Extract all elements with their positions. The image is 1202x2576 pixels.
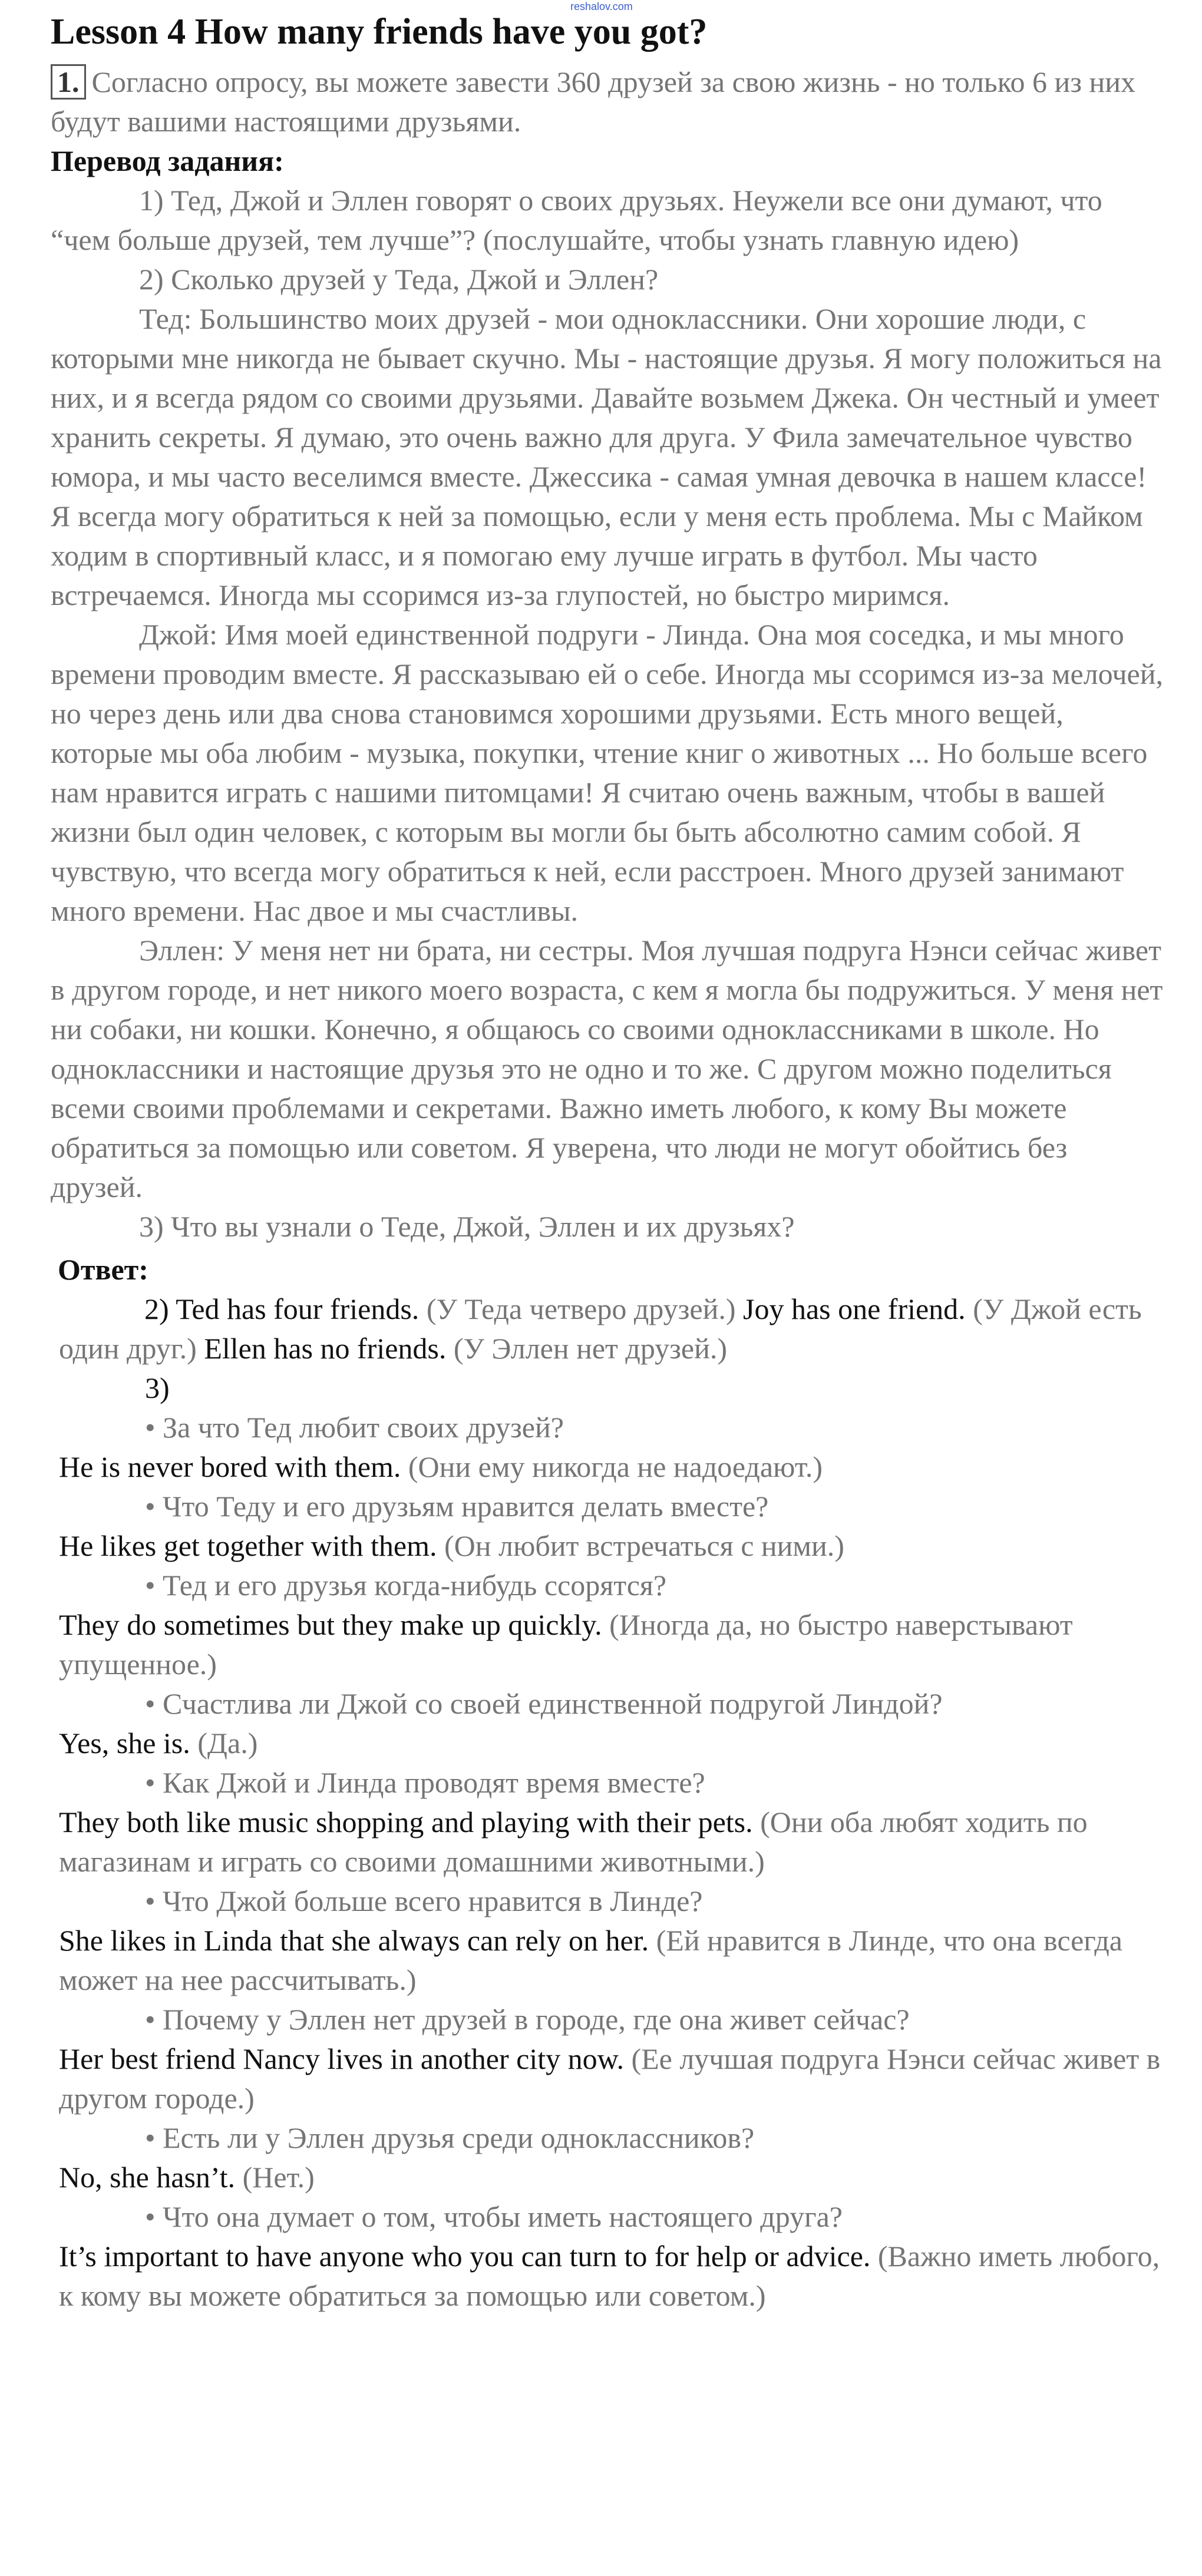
- question: • За что Тед любит своих друзей?: [145, 1411, 564, 1444]
- answer-en: He likes get together with them.: [59, 1529, 437, 1562]
- answer: [51, 1447, 1165, 1487]
- answer-ru: (Ей нравится в Линде, что она всегда может на нее рассчитывать.): [59, 1924, 1122, 1996]
- task-intro-text: Согласно опросу, вы можете завести 360 друзей за свою жизнь - но только 6 из них будут вашими настоящими друзьями.: [51, 65, 1135, 138]
- question: • Есть ли у Эллен друзья среди одноклассников?: [145, 2121, 755, 2154]
- answer-en: No, she hasn’t.: [59, 2161, 236, 2194]
- answer-en: It’s important to have anyone who you can turn to for help or advice.: [59, 2240, 871, 2273]
- answer: [51, 1803, 1165, 1881]
- answer-2-en: Joy has one friend.: [743, 1292, 966, 1325]
- answer-en: She likes in Linda that she always can rely on her.: [59, 1924, 649, 1957]
- answer: [51, 1605, 1165, 1684]
- answer-2-en: Ellen has no friends.: [204, 1332, 447, 1365]
- question: • Что она думает о том, чтобы иметь настоящего друга?: [145, 2200, 843, 2233]
- ted-text: Тед: Большинство моих друзей - мои одноклассники. Они хорошие люди, с которыми мне никогда не бывает скучно. Мы - настоящие друзья. Я могу положиться на них, и я всегда рядом со своими друзьями. Давайте возьмем Джека. Он честный и умеет хранить секреты. Я думаю, это очень важно для друга. У Фила замечательное чувство юмора, и мы часто веселимся вместе. Джессика - самая умная девочка в нашем классе! Я всегда могу обратиться к ней за помощью, если у меня есть проблема. Мы с Майком ходим в спортивный класс, и я помогаю ему лучше играть в футбол. Мы часто встречаемся. Иногда мы ссоримся из-за глупостей, но быстро миримся.: [51, 302, 1162, 611]
- answer-2-ru: (У Джой есть один друг.): [59, 1292, 1142, 1365]
- task-item-1: 1) Тед, Джой и Эллен говорят о своих друзьях. Неужели все они думают, что “чем больше друзей, тем лучше”? (послушайте, чтобы узнать главную идею): [51, 184, 1102, 256]
- answer-2: [51, 1289, 1165, 1368]
- answer-en: They do sometimes but they make up quickly.: [59, 1608, 602, 1641]
- answer-ru: (Важно иметь любого, к кому вы можете обратиться за помощью или советом.): [59, 2240, 1160, 2312]
- translation-heading: Перевод задания:: [51, 144, 284, 177]
- answer-ru: (Да.): [197, 1727, 258, 1760]
- question: • Счастлива ли Джой со своей единственной подругой Линдой?: [145, 1687, 943, 1720]
- answer-ru: (Ее лучшая подруга Нэнси сейчас живет в другом городе.): [59, 2042, 1161, 2115]
- answer: [51, 2237, 1165, 2316]
- task-intro: [51, 62, 1165, 141]
- answer-ru: (Иногда да, но быстро наверстывают упущенное.): [59, 1608, 1073, 1681]
- task-item-2: 2) Сколько друзей у Теда, Джой и Эллен?: [139, 263, 659, 296]
- answer-2-number: 2): [144, 1292, 169, 1325]
- site-tag[interactable]: reshalov.com: [570, 1, 633, 12]
- answer-2-ru: (У Эллен нет друзей.): [453, 1332, 728, 1365]
- task-number-badge: 1.: [51, 64, 86, 100]
- answer-ru: (Они ему никогда не надоедают.): [408, 1450, 823, 1483]
- qa-list: [51, 1408, 1165, 2316]
- answer-3-number: 3): [145, 1371, 170, 1404]
- answer-2-ru: (У Теда четверо друзей.): [426, 1292, 736, 1325]
- task-item-3: 3) Что вы узнали о Теде, Джой, Эллен и их друзьях?: [139, 1210, 795, 1243]
- answer-en: Her best friend Nancy lives in another city now.: [59, 2042, 624, 2075]
- answer: [51, 1724, 1165, 1763]
- lesson-title: Lesson 4 How many friends have you got?: [51, 12, 708, 52]
- answer: [51, 1921, 1165, 2000]
- question: • Что Джой больше всего нравится в Линде?: [145, 1884, 703, 1917]
- question: • Тед и его друзья когда-нибудь ссорятся?: [145, 1569, 667, 1602]
- answer-en: Yes, she is.: [59, 1727, 190, 1760]
- answer-2-en: Ted has four friends.: [176, 1292, 420, 1325]
- answer-ru: (Он любит встречаться с ними.): [444, 1529, 844, 1562]
- question: • Почему у Эллен нет друзей в городе, где она живет сейчас?: [145, 2003, 910, 2036]
- answer: [51, 1526, 1165, 1566]
- answer-ru: (Нет.): [242, 2161, 315, 2194]
- question: • Что Теду и его друзьям нравится делать вместе?: [145, 1490, 769, 1523]
- answer-en: He is never bored with them.: [59, 1450, 401, 1483]
- ellen-text: Эллен: У меня нет ни брата, ни сестры. Моя лучшая подруга Нэнси сейчас живет в другом городе, и нет никого моего возраста, с кем я могла бы подружиться. У меня нет ни собаки, ни кошки. Конечно, я общаюсь со своими одноклассниками в школе. Но одноклассники и настоящие друзья это не одно и то же. С другом можно поделиться всеми своими проблемами и секретами. Важно иметь любого, к кому Вы можете обратиться за помощью или советом. Я уверена, что люди не могут обойтись без друзей.: [51, 934, 1163, 1203]
- answer-heading: Ответ:: [58, 1253, 148, 1286]
- answer-en: They both like music shopping and playing with their pets.: [59, 1805, 753, 1838]
- joy-text: Джой: Имя моей единственной подруги - Линда. Она моя соседка, и мы много времени проводим вместе. Я рассказываю ей о себе. Иногда мы ссоримся из-за мелочей, но через день или два снова становимся хорошими друзьями. Есть много вещей, которые мы оба любим - музыка, покупки, чтение книг о животных ... Но больше всего нам нравится играть с нашими питомцами! Я считаю очень важным, чтобы в вашей жизни был один человек, с которым вы могли бы быть абсолютно самим собой. Я чувствую, что всегда могу обратиться к ней, если расстроен. Много друзей занимают много времени. Нас двое и мы счастливы.: [51, 618, 1163, 927]
- answer-ru: (Они оба любят ходить по магазинам и играть со своими домашними животными.): [59, 1805, 1088, 1878]
- answer: [51, 2039, 1165, 2118]
- answer: [51, 2158, 1165, 2197]
- question: • Как Джой и Линда проводят время вместе?: [145, 1766, 705, 1799]
